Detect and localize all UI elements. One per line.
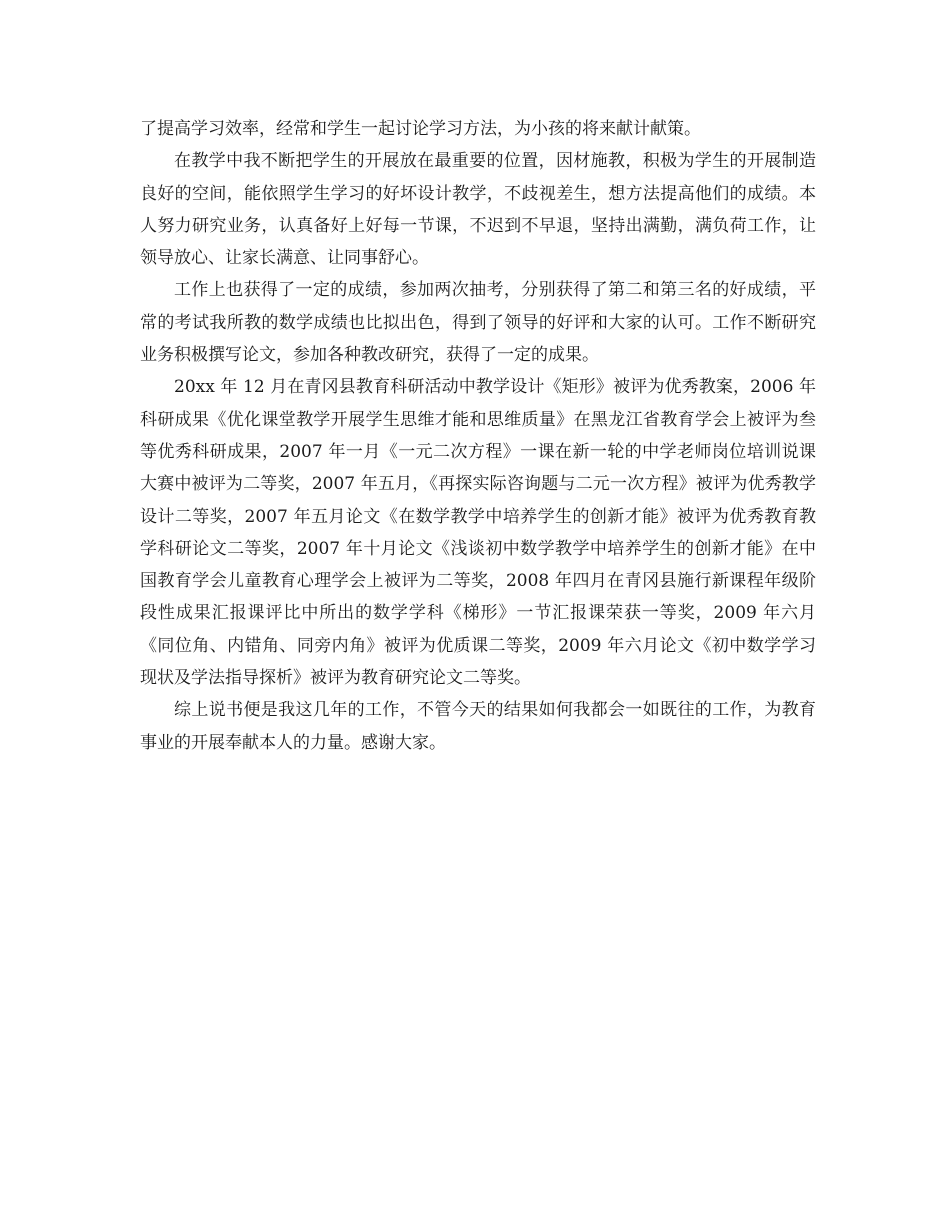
paragraph-awards: 20xx 年 12 月在青冈县教育科研活动中教学设计《矩形》被评为优秀教案，2006 年科研成果《优化课堂教学开展学生思维才能和思维质量》在黑龙江省教育学会上被评为叁等优秀科研成果，2007 年一月《一元二次方程》一课在新一轮的中学老师岗位培训说课大赛中被评为二等奖，2007 年五月，《再探实际咨询题与二元一次方程》被评为优秀教学设计二等奖，2007 年五月论文《在数学教学中培养学生的创新才能》被评为优秀教育教学科研论文二等奖，2007 年十月论文《浅谈初中数学教学中培养学生的创新才能》在中国教育学会儿童教育心理学会上被评为二等奖，2008 年四月在青冈县施行新课程年级阶段性成果汇报课评比中所出的数学学科《梯形》一节汇报课荣获一等奖，2009 年六月《同位角、内错角、同旁内角》被评为优质课二等奖，2009 年六月论文《初中数学学习现状及学法指导探析》被评为教育研究论文二等奖。 [140,377,816,689]
document-body [140,113,816,759]
paragraph-conclusion: 综上说书便是我这几年的工作，不管今天的结果如何我都会一如既往的工作，为教育事业的开展奉献本人的力量。感谢大家。 [140,700,816,753]
paragraph-work-results: 工作上也获得了一定的成绩，参加两次抽考，分别获得了第二和第三名的好成绩，平常的考试我所教的数学成绩也比拟出色，得到了领导的好评和大家的认可。工作不断研究业务积极撰写论文，参加各种教改研究，获得了一定的成果。 [140,280,816,366]
paragraph-continuation: 了提高学习效率，经常和学生一起讨论学习方法，为小孩的将来献计献策。 [140,119,701,139]
paragraph-teaching-approach: 在教学中我不断把学生的开展放在最重要的位置，因材施教，积极为学生的开展制造良好的空间，能依照学生学习的好坏设计教学，不歧视差生，想方法提高他们的成绩。本人努力研究业务，认真备好上好每一节课，不迟到不早退，坚持出满勤，满负荷工作，让领导放心、让家长满意、让同事舒心。 [140,151,816,269]
